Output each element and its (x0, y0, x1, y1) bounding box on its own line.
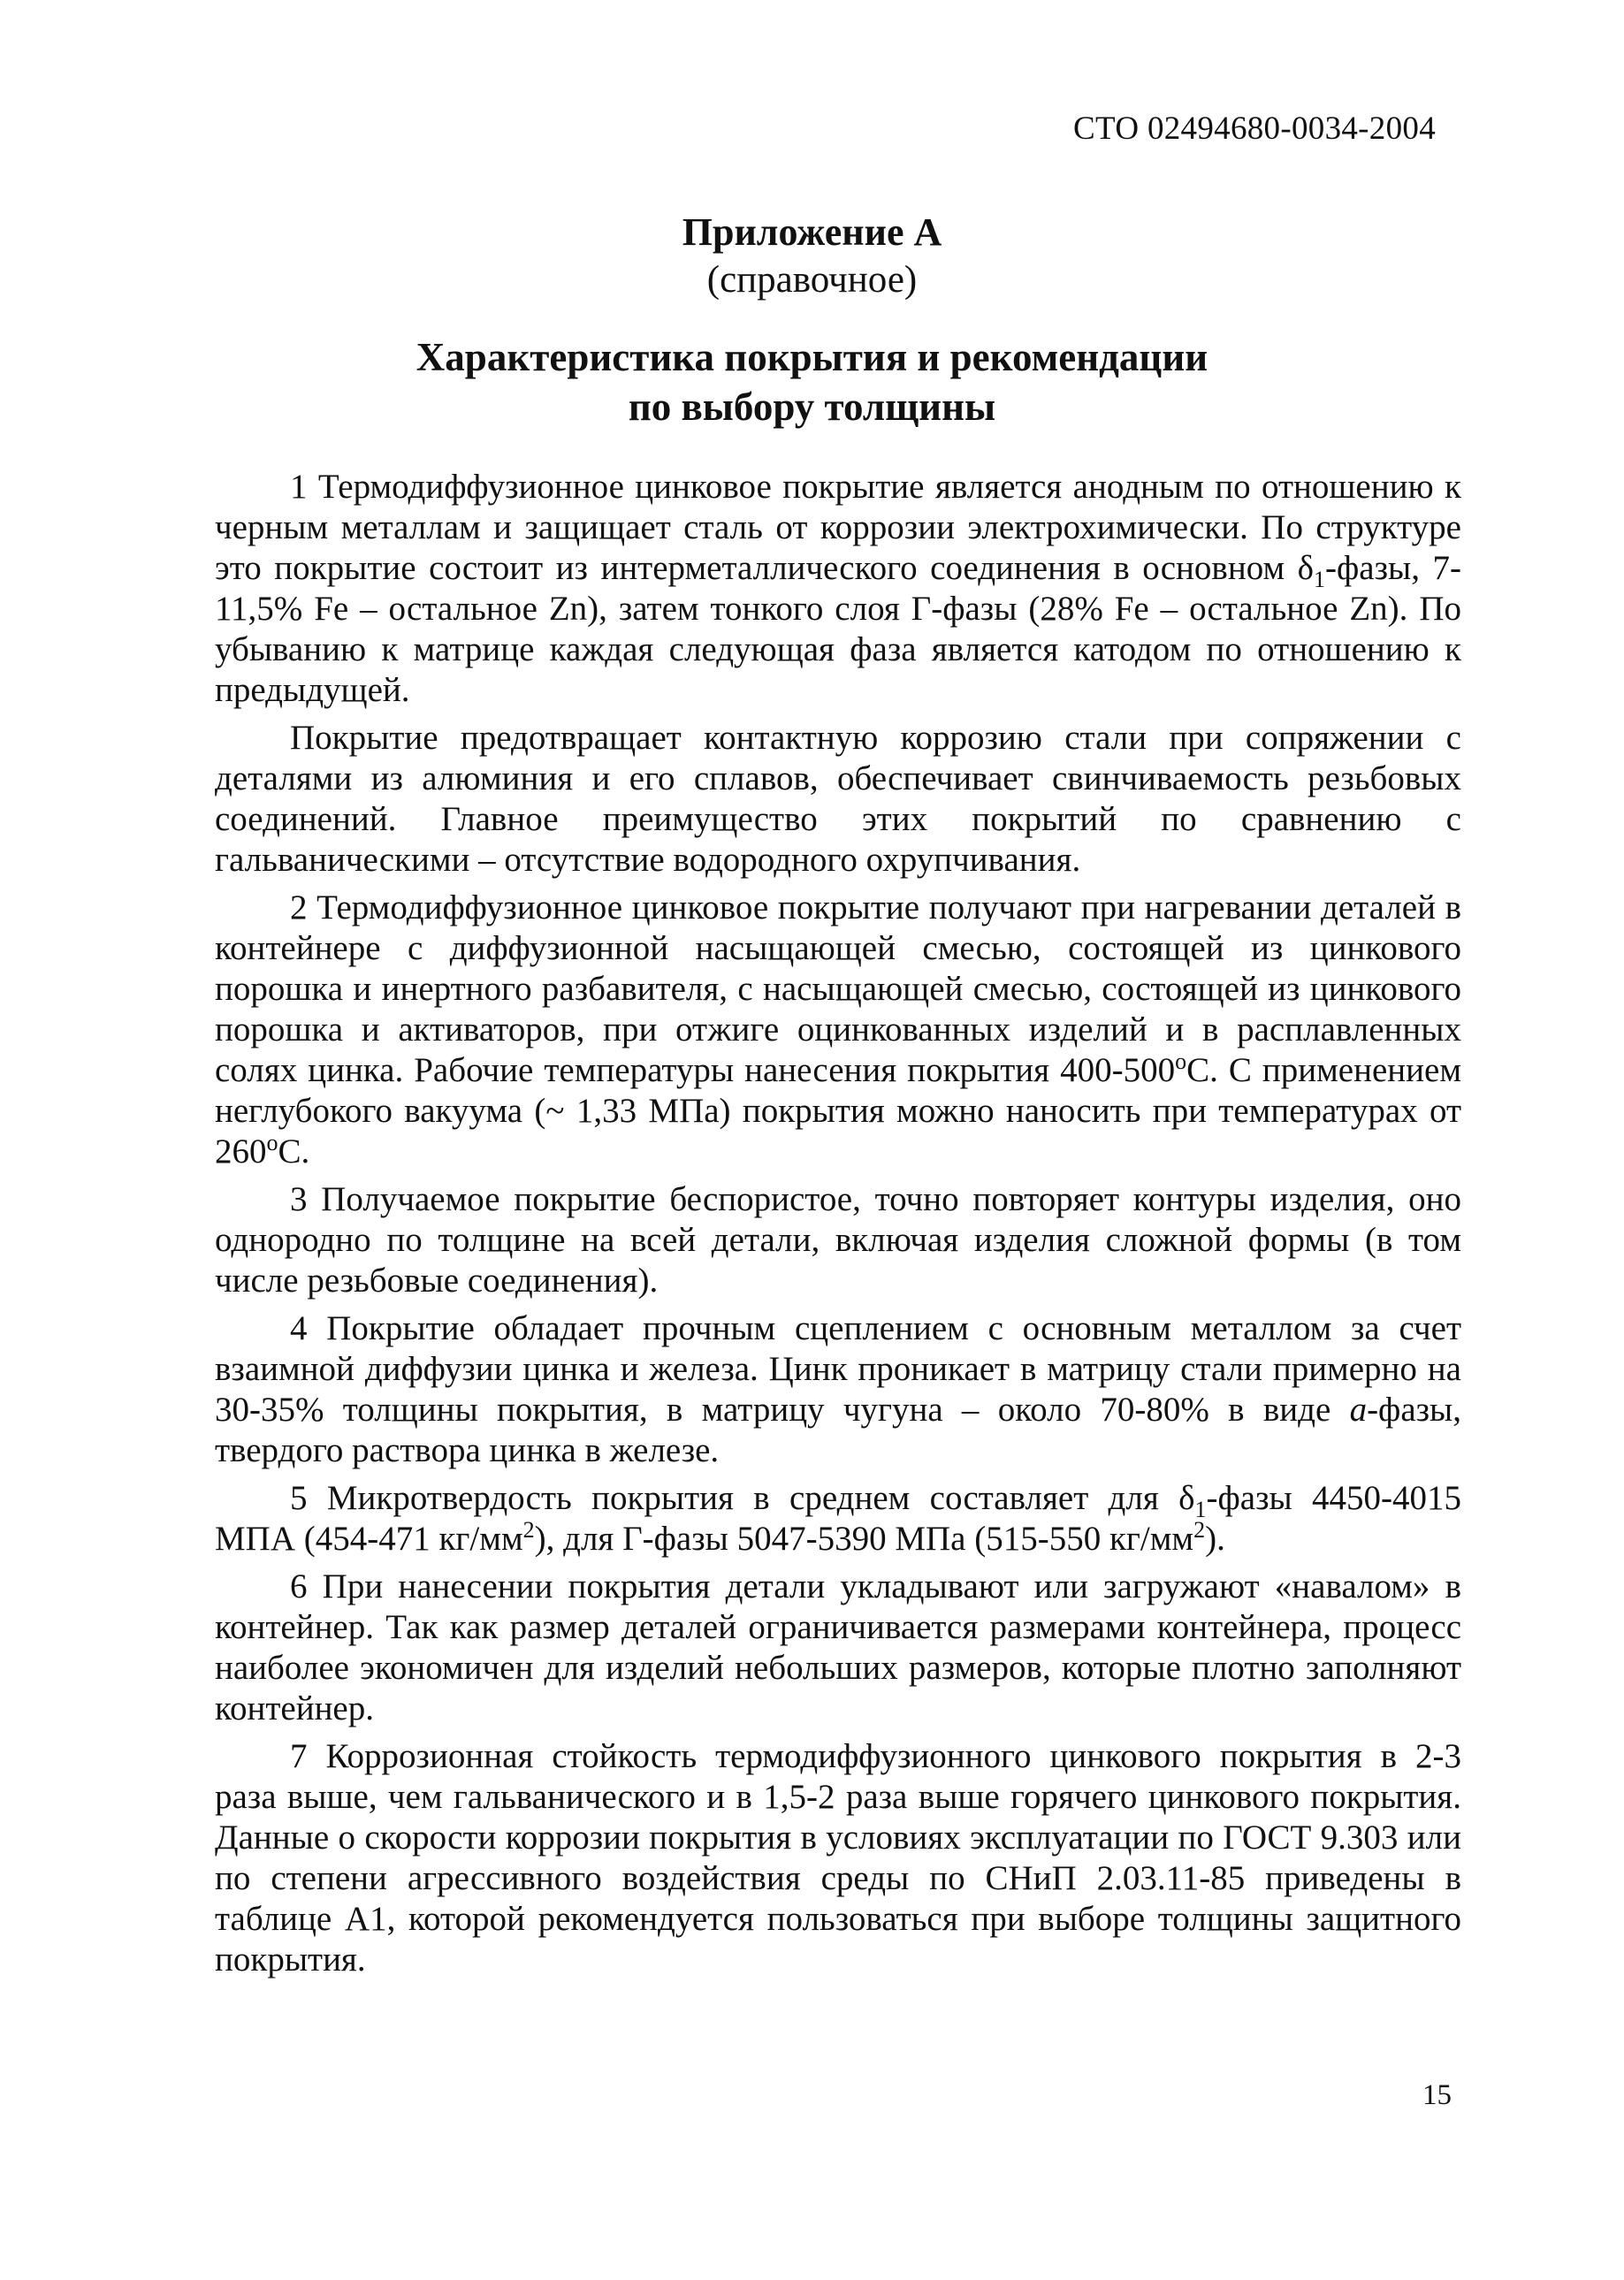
paragraph-5-text-a: 4 Покрытие обладает прочным сцеплением с основным металлом за счет взаимной диффузии цинка и железа. Цинк проникает в матрицу стали примерно на 30-35% толщины покрытия, в матрицу чугуна – около 70-80% в виде (215, 1309, 1461, 1429)
paragraph-6-text-c: ), для Г-фазы 5047-5390 МПа (515-550 кг/мм (534, 1520, 1194, 1558)
paragraph-6-text-a: 5 Микротвердость покрытия в среднем составляет для δ (290, 1479, 1195, 1517)
appendix-subtitle: (справочное) (706, 259, 918, 301)
paragraph-3-degree-2: о (266, 1130, 278, 1155)
paragraph-1-text-a: 1 Термодиффузионное цинковое покрытие является анодным по отношению к черным металлам и защищает сталь от коррозии электрохимически. По структуре это покрытие состоит из интерметаллического соединения в основном δ (215, 468, 1461, 587)
paragraph-3-text-b: С. С применением неглубокого вакуума (~ 1,33 МПа) покрытия можно наносить при температурах от 260 (215, 1051, 1461, 1171)
paragraph-6-subscript: 1 (1194, 1496, 1207, 1522)
paragraph-4: 3 Получаемое покрытие беспористое, точно повторяет контуры изделия, оно однородно по толщине на всей детали, включая изделия сложной формы (в том числе резьбовые соединения). (215, 1180, 1461, 1300)
appendix-title: Приложение А (682, 210, 942, 254)
paragraph-2: Покрытие предотвращает контактную коррозию стали при сопряжении с деталями из алюминия и его сплавов, обеспечивает свинчиваемость резьбовых соединений. Главное преимущество этих покрытий по сравнению с гальваническими – отсутствие водородного охрупчивания. (215, 719, 1461, 879)
paragraph-5-italic: a (1349, 1391, 1368, 1429)
section-heading (0, 332, 1624, 431)
paragraph-6 (215, 1478, 1461, 1559)
page-number: 15 (1422, 2079, 1452, 2111)
section-heading-line-1: Характеристика покрытия и рекомендации (416, 335, 1208, 379)
paragraph-6-superscript-2: 2 (1193, 1517, 1206, 1543)
paragraph-3-text-a: 2 Термодиффузионное цинковое покрытие получают при нагревании деталей в контейнере с диффузионной насыщающей смесью, состоящей из цинкового порошка и инертного разбавителя, с насыщающей смесью, состоящей из цинкового порошка и активаторов, при отжиге оцинкованных изделий и в расплавленных солях цинка. Рабочие температуры нанесения покрытия 400-500 (215, 888, 1461, 1089)
paragraph-5 (215, 1308, 1461, 1471)
paragraph-3-text-c: С. (278, 1132, 310, 1171)
body-text (215, 467, 1461, 1987)
paragraph-1-subscript: 1 (1314, 566, 1326, 592)
paragraph-1-text-b: -фазы, 7-11,5% Fe – остальное Zn), затем тонкого слоя Г-фазы (28% Fe – остальное Zn). По убыванию к матрице каждая следующая фаза является катодом по отношению к предыдущей. (215, 549, 1461, 709)
paragraph-7: 6 При нанесении покрытия детали укладывают или загружают «навалом» в контейнер. Так как размер деталей ограничивается размерами контейнера, процесс наиболее экономичен для изделий небольших размеров, которые плотно заполняют контейнер. (215, 1567, 1461, 1727)
paragraph-3 (215, 888, 1461, 1172)
section-heading-line-2: по выбору толщины (628, 385, 996, 429)
paragraph-6-text-b: -фазы 4450-4015 МПА (454-471 кг/мм (215, 1479, 1461, 1558)
document-code: СТО 02494680-0034-2004 (1072, 111, 1436, 147)
paragraph-1 (215, 467, 1461, 711)
paragraph-5-text-b: -фазы, твердого раствора цинка в железе. (215, 1391, 1461, 1469)
paragraph-8: 7 Коррозионная стойкость термодиффузионного цинкового покрытия в 2-3 раза выше, чем гальванического и в 1,5-2 раза выше горячего цинкового покрытия. Данные о скорости коррозии покрытия в условиях эксплуатации по ГОСТ 9.303 или по степени агрессивного воздействия среды по СНиП 2.03.11-85 приведены в таблице А1, которой рекомендуется пользоваться при выборе толщины защитного покрытия. (215, 1737, 1461, 1979)
paragraph-6-text-d: ). (1205, 1520, 1225, 1558)
paragraph-6-superscript-1: 2 (522, 1517, 535, 1543)
paragraph-3-degree-1: о (1175, 1048, 1187, 1074)
